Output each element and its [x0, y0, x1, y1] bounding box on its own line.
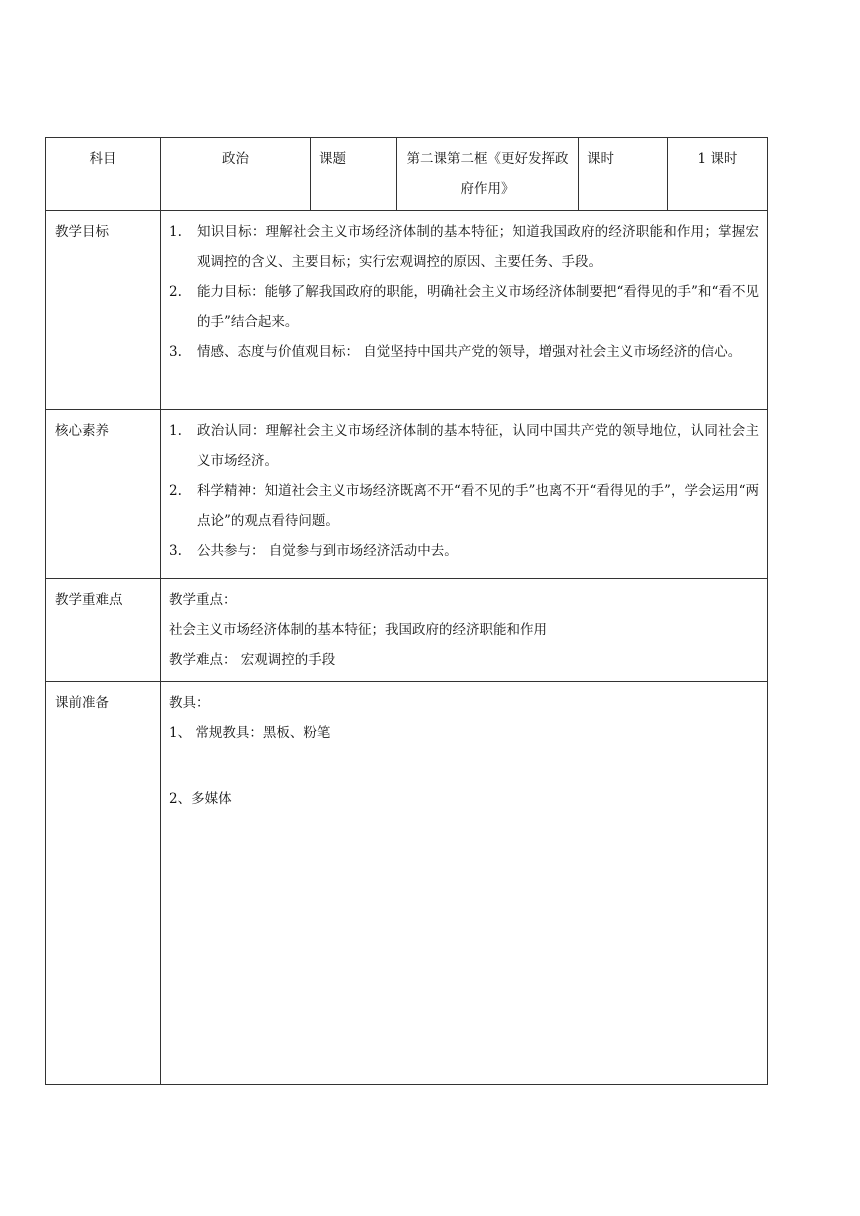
item-text: 政治认同：理解社会主义市场经济体制的基本特征，认同中国共产党的领导地位，认同社会主义市场经济。: [197, 423, 759, 469]
item-number: 1.: [169, 224, 182, 240]
hours-label: 课时: [579, 138, 668, 211]
item-text: 能力目标：能够了解我国政府的职能，明确社会主义市场经济体制要把“看得见的手”和“看不见的手”结合起来。: [197, 284, 759, 330]
focus-text: 社会主义市场经济体制的基本特征；我国政府的经济职能和作用: [169, 622, 547, 638]
topic-label: 课题: [311, 138, 397, 211]
difficulty-text: 教学难点： 宏观调控的手段: [169, 652, 336, 668]
prep-item-2: 2、多媒体: [169, 791, 232, 807]
item-number: 2.: [169, 483, 182, 499]
core-row: [46, 410, 768, 579]
list-item: [169, 536, 759, 566]
item-number: 2.: [169, 284, 182, 300]
spacer: [169, 748, 759, 784]
key-points-label: 教学重难点: [46, 579, 161, 682]
lesson-plan-table: [45, 137, 768, 1085]
item-number: 3.: [169, 543, 182, 559]
topic-value: 第二课第二框《更好发挥政府作用》: [397, 138, 579, 211]
goals-label: 教学目标: [46, 211, 161, 410]
goals-content: [161, 211, 768, 410]
item-text: 公共参与： 自觉参与到市场经济活动中去。: [197, 543, 458, 559]
list-item: [169, 337, 759, 367]
goals-row: [46, 211, 768, 410]
header-row: [46, 138, 768, 211]
item-text: 知识目标：理解社会主义市场经济体制的基本特征；知道我国政府的经济职能和作用；掌握宏观调控的含义、主要目标；实行宏观调控的原因、主要任务、手段。: [197, 224, 759, 270]
list-item: [169, 217, 759, 277]
hours-value: 1 课时: [668, 138, 768, 211]
subject-value: 政治: [161, 138, 311, 211]
key-points-content: [161, 579, 768, 682]
tools-label: 教具：: [169, 695, 210, 711]
prep-row: [46, 682, 768, 1085]
list-item: [169, 476, 759, 536]
item-number: 1.: [169, 423, 182, 439]
prep-content: [161, 682, 768, 1085]
item-text: 情感、态度与价值观目标： 自觉坚持中国共产党的领导，增强对社会主义市场经济的信心。: [197, 344, 742, 360]
item-text: 科学精神：知道社会主义市场经济既离不开“看不见的手”也离不开“看得见的手”，学会运用“两点论”的观点看待问题。: [197, 483, 759, 529]
item-number: 3.: [169, 344, 182, 360]
prep-label: 课前准备: [46, 682, 161, 1085]
core-content: [161, 410, 768, 579]
list-item: [169, 277, 759, 337]
goals-list: [169, 217, 759, 367]
core-list: [169, 416, 759, 566]
prep-item-1: 1、 常规教具：黑板、粉笔: [169, 725, 331, 741]
focus-label: 教学重点：: [169, 592, 237, 608]
key-points-row: [46, 579, 768, 682]
list-item: [169, 416, 759, 476]
core-label: 核心素养: [46, 410, 161, 579]
subject-label: 科目: [46, 138, 161, 211]
